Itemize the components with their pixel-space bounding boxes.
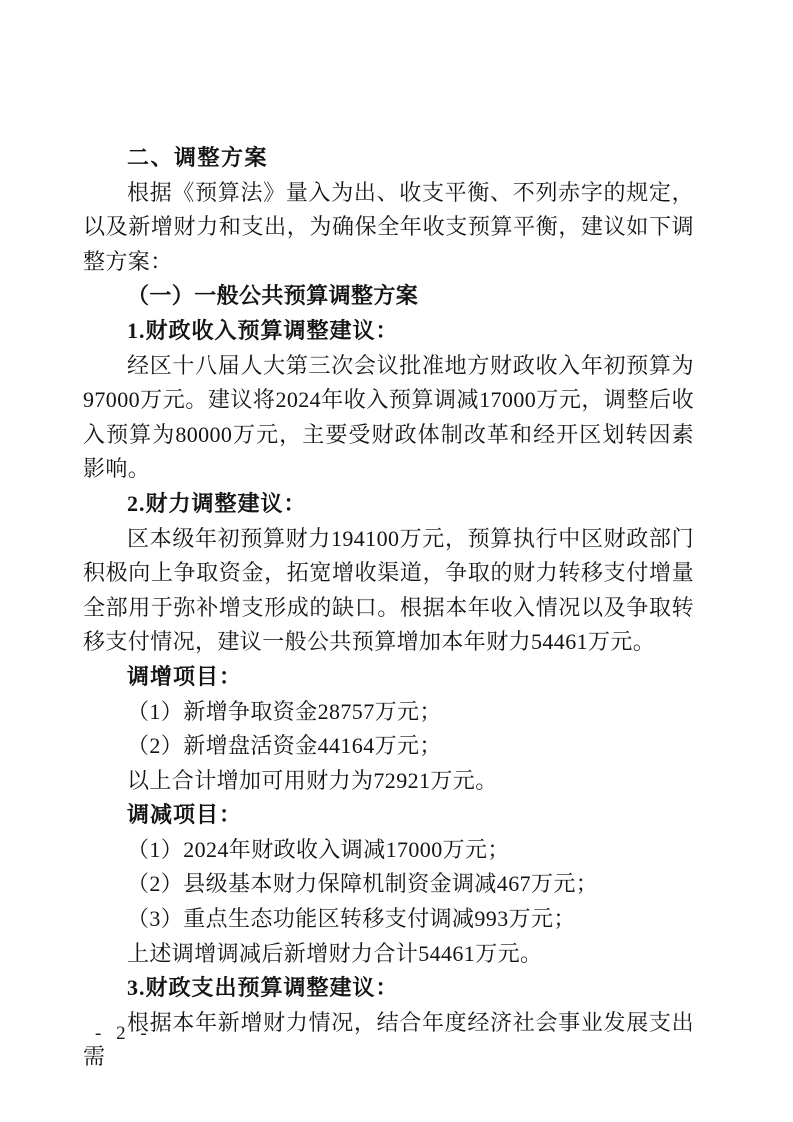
item-heading: 2.财力调整建议： — [127, 490, 307, 516]
page-number: - 2 - — [95, 1023, 152, 1044]
list-heading: 调减项目： — [127, 802, 243, 828]
list-summary: 上述调增调减后新增财力合计54461万元。 — [127, 940, 543, 966]
paragraph: 区本级年初预算财力194100万元，预算执行中区财政部门积极向上争取资金，拓宽增收渠道，争取的财力转移支付增量全部用于弥补增支形成的缺口。根据本年收入情况以及争取转移支付情况，建议一般公共预算增加本年财力54461万元。 — [83, 525, 694, 655]
list-summary: 以上合计增加可用财力为72921万元。 — [127, 767, 498, 793]
paragraph: 经区十八届人大第三次会议批准地方财政收入年初预算为97000万元。建议将2024年收入预算调减17000万元，调整后收入预算为80000万元，主要受财政体制改革和经开区划转因素影响。 — [83, 352, 694, 482]
list-item: （2）新增盘活资金44164万元； — [127, 733, 442, 759]
list-item: （3）重点生态功能区转移支付调减993万元； — [127, 906, 576, 932]
list-heading: 调增项目： — [127, 663, 243, 689]
list-item: （2）县级基本财力保障机制资金调减467万元； — [127, 871, 599, 897]
section-heading: 二、调整方案 — [127, 145, 269, 170]
subsection-heading: （一）一般公共预算调整方案 — [127, 283, 419, 309]
item-heading: 1.财政收入预算调整建议： — [127, 317, 399, 343]
item-heading: 3.财政支出预算调整建议： — [127, 975, 399, 1001]
paragraph: 根据本年新增财力情况，结合年度经济社会事业发展支出需 — [83, 1009, 694, 1070]
paragraph: 根据《预算法》量入为出、收支平衡、不列赤字的规定，以及新增财力和支出，为确保全年收支预算平衡，建议如下调整方案： — [83, 179, 694, 274]
document-body — [83, 141, 694, 1075]
list-item: （1）2024年财政收入调减17000万元； — [127, 836, 510, 862]
list-item: （1）新增争取资金28757万元； — [127, 698, 442, 724]
